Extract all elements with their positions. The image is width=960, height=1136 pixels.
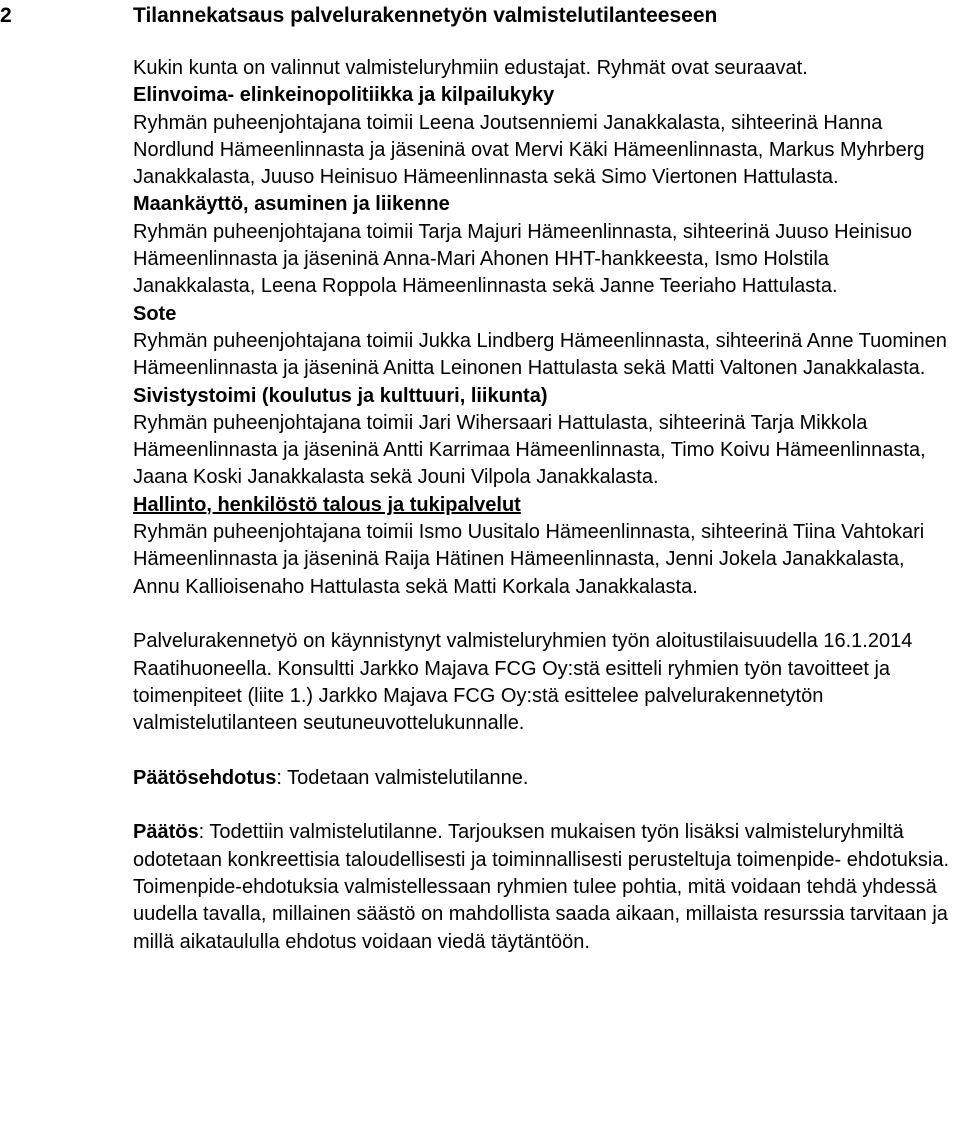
group-text-maankaytto: Ryhmän puheenjohtajana toimii Tarja Majuri Hämeenlinnasta, sihteerinä Juuso Heinisuo Hämeenlinnasta ja jäseninä Anna-Mari Ahonen HHT-hankkeesta, Ismo Holstila Janakkalasta, Leena Roppola Hämeenlinnasta sekä Janne Teeriaho Hattulasta. — [133, 220, 912, 298]
section-title: Tilannekatsaus palvelurakennetyön valmistelutilanteeseen — [133, 4, 718, 27]
decision-label: Päätös — [133, 821, 199, 844]
proposal-label: Päätösehdotus — [133, 766, 277, 789]
decision-paragraph — [133, 819, 955, 955]
group-heading-sote: Sote — [133, 302, 177, 325]
decision-text: : Todettiin valmistelutilanne. Tarjouksen mukaisen työn lisäksi valmisteluryhmiltä odotetaan konkreettisia taloudellisesti ja toiminnallisesti perusteltuja toimenpide- ehdotuksia. Toimenpide-ehdotuksia valmistellessaan ryhmien tulee pohtia, mitä voidaan tehdä yhdessä uudella tavalla, millainen säästö on mahdollista saada aikaan, millaista resurssia tarvitaan ja millä aikataululla ehdotus voidaan viedä täytäntöön. — [133, 821, 950, 953]
summary-paragraph: Palvelurakennetyö on käynnistynyt valmisteluryhmien työn aloitustilaisuudella 16.1.2014 Raatihuoneella. Konsultti Jarkko Majava FCG Oy:stä esitteli ryhmien työn tavoitteet ja toimenpiteet (liite 1.) Jarkko Majava FCG Oy:stä esittelee palvelurakennetytön valmistelutilanteen seutuneuvottelukunnalle. — [133, 630, 913, 735]
section-number: 2 — [0, 4, 12, 27]
document-body — [133, 55, 955, 956]
group-heading-maankaytto: Maankäyttö, asuminen ja liikenne — [133, 193, 450, 216]
proposal-text: : Todetaan valmistelutilanne. — [276, 766, 529, 789]
group-heading-hallinto: Hallinto, henkilöstö talous ja tukipalvelut — [133, 493, 521, 516]
proposal-paragraph — [133, 765, 955, 792]
paragraph-gap — [133, 737, 955, 764]
group-heading-sivistystoimi: Sivistystoimi (koulutus ja kulttuuri, liikunta) — [133, 384, 548, 407]
group-heading-elinvoima: Elinvoima- elinkeinopolitiikka ja kilpailukyky — [133, 84, 555, 107]
paragraph-gap — [133, 601, 955, 628]
group-text-sote: Ryhmän puheenjohtajana toimii Jukka Lindberg Hämeenlinnasta, sihteerinä Anne Tuominen Hämeenlinnasta ja jäseninä Anitta Leinonen Hattulasta sekä Matti Valtonen Janakkalasta. — [133, 329, 947, 380]
group-text-elinvoima: Ryhmän puheenjohtajana toimii Leena Joutsenniemi Janakkalasta, sihteerinä Hanna Nordlund Hämeenlinnasta ja jäseninä ovat Mervi Käki Hämeenlinnasta, Markus Myhrberg Janakkalasta, Juuso Heinisuo Hämeenlinnasta sekä Simo Viertonen Hattulasta. — [133, 111, 925, 189]
group-text-sivistystoimi: Ryhmän puheenjohtajana toimii Jari Wihersaari Hattulasta, sihteerinä Tarja Mikkola Hämeenlinnasta ja jäseninä Antti Karrimaa Hämeenlinnasta, Timo Koivu Hämeenlinnasta, Jaana Koski Janakkalasta sekä Jouni Vilpola Janakkalasta. — [133, 411, 926, 489]
intro-paragraph: Kukin kunta on valinnut valmisteluryhmiin edustajat. Ryhmät ovat seuraavat. — [133, 57, 808, 79]
paragraph-gap — [133, 792, 955, 819]
group-text-hallinto: Ryhmän puheenjohtajana toimii Ismo Uusitalo Hämeenlinnasta, sihteerinä Tiina Vahtokari Hämeenlinnasta ja jäseninä Raija Hätinen Hämeenlinnasta, Jenni Jokela Janakkalasta, Annu Kallioisenaho Hattulasta sekä Matti Korkala Janakkalasta. — [133, 521, 925, 598]
